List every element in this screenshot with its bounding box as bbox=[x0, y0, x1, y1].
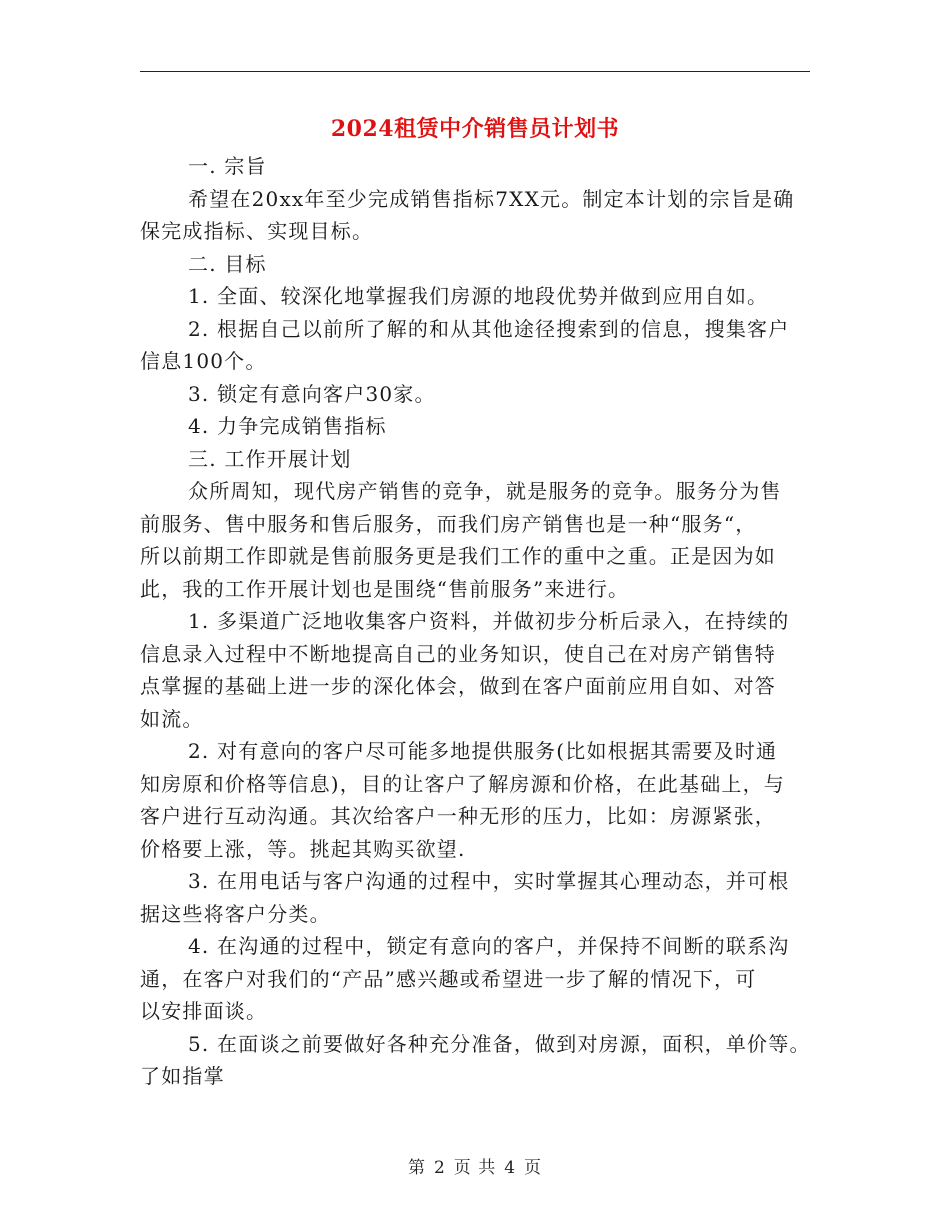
header-rule bbox=[140, 71, 810, 72]
text-line: 3. 在用电话与客户沟通的过程中，实时掌握其心理动态，并可根 bbox=[188, 869, 790, 893]
text-line: 3. 锁定有意向客户30家。 bbox=[188, 381, 436, 406]
text-line: 客户进行互动沟通。其次给客户一种无形的压力，比如：房源紧张， bbox=[140, 804, 776, 828]
document-body bbox=[140, 150, 812, 1093]
text-line: 知房原和价格等信息)，目的让客户了解房源和价格，在此基础上，与 bbox=[140, 771, 786, 796]
footer-total-pages: 4 bbox=[504, 1158, 517, 1178]
footer-page-number: 2 bbox=[433, 1158, 446, 1178]
text-line: 保完成指标、实现目标。 bbox=[140, 219, 374, 243]
text-line: 如流。 bbox=[140, 706, 204, 731]
text-line: 信息100个。 bbox=[140, 349, 267, 373]
text-line: 4. 在沟通的过程中，锁定有意向的客户，并保持不间断的联系沟 bbox=[188, 934, 790, 958]
page-footer bbox=[140, 1153, 810, 1178]
text-line: 了如指掌 bbox=[140, 1064, 225, 1088]
text-line: 此，我的工作开展计划也是围绕“售前服务”来进行。 bbox=[140, 576, 630, 601]
text-line: 4. 力争完成销售指标 bbox=[188, 414, 387, 438]
footer-prefix: 第 bbox=[407, 1158, 426, 1178]
text-line: 5. 在面谈之前要做好各种充分准备，做到对房源，面积，单价等。 bbox=[188, 1031, 811, 1056]
text-line: 二. 目标 bbox=[188, 251, 267, 276]
text-line: 众所周知，现代房产销售的竞争，就是服务的竞争。服务分为售 bbox=[188, 479, 782, 503]
text-line: 前服务、售中服务和售后服务，而我们房产销售也是一种“服务“， bbox=[140, 511, 757, 536]
text-line: 三. 工作开展计划 bbox=[188, 446, 352, 471]
text-line: 以安排面谈。 bbox=[140, 999, 268, 1023]
text-line: 2. 对有意向的客户尽可能多地提供服务(比如根据其需要及时通 bbox=[188, 739, 778, 763]
text-line: 一. 宗旨 bbox=[188, 154, 267, 178]
text-line: 2. 根据自己以前所了解的和从其他途径搜索到的信息，搜集客户 bbox=[188, 316, 790, 341]
text-line: 希望在20xx年至少完成销售指标7XX元。制定本计划的宗旨是确 bbox=[188, 186, 795, 211]
text-line: 据这些将客户分类。 bbox=[140, 901, 331, 926]
text-line: 1. 全面、较深化地掌握我们房源的地段优势并做到应用自如。 bbox=[188, 284, 769, 308]
footer-suffix: 页 bbox=[524, 1158, 543, 1178]
text-line: 点掌握的基础上进一步的深化体会，做到在客户面前应用自如、对答 bbox=[140, 674, 776, 698]
footer-middle: 页 共 bbox=[453, 1158, 497, 1178]
text-line: 所以前期工作即就是售前服务更是我们工作的重中之重。正是因为如 bbox=[140, 544, 776, 568]
text-line: 通，在客户对我们的“产品”感兴趣或希望进一步了解的情况下，可 bbox=[140, 966, 757, 991]
text-line: 1. 多渠道广泛地收集客户资料，并做初步分析后录入，在持续的 bbox=[188, 609, 790, 633]
text-line: 信息录入过程中不断地提高自己的业务知识，使自己在对房产销售特 bbox=[140, 641, 776, 666]
document-title: 2024租赁中介销售员计划书 bbox=[330, 116, 620, 142]
text-line: 价格要上涨，等。挑起其购买欲望. bbox=[140, 836, 466, 861]
